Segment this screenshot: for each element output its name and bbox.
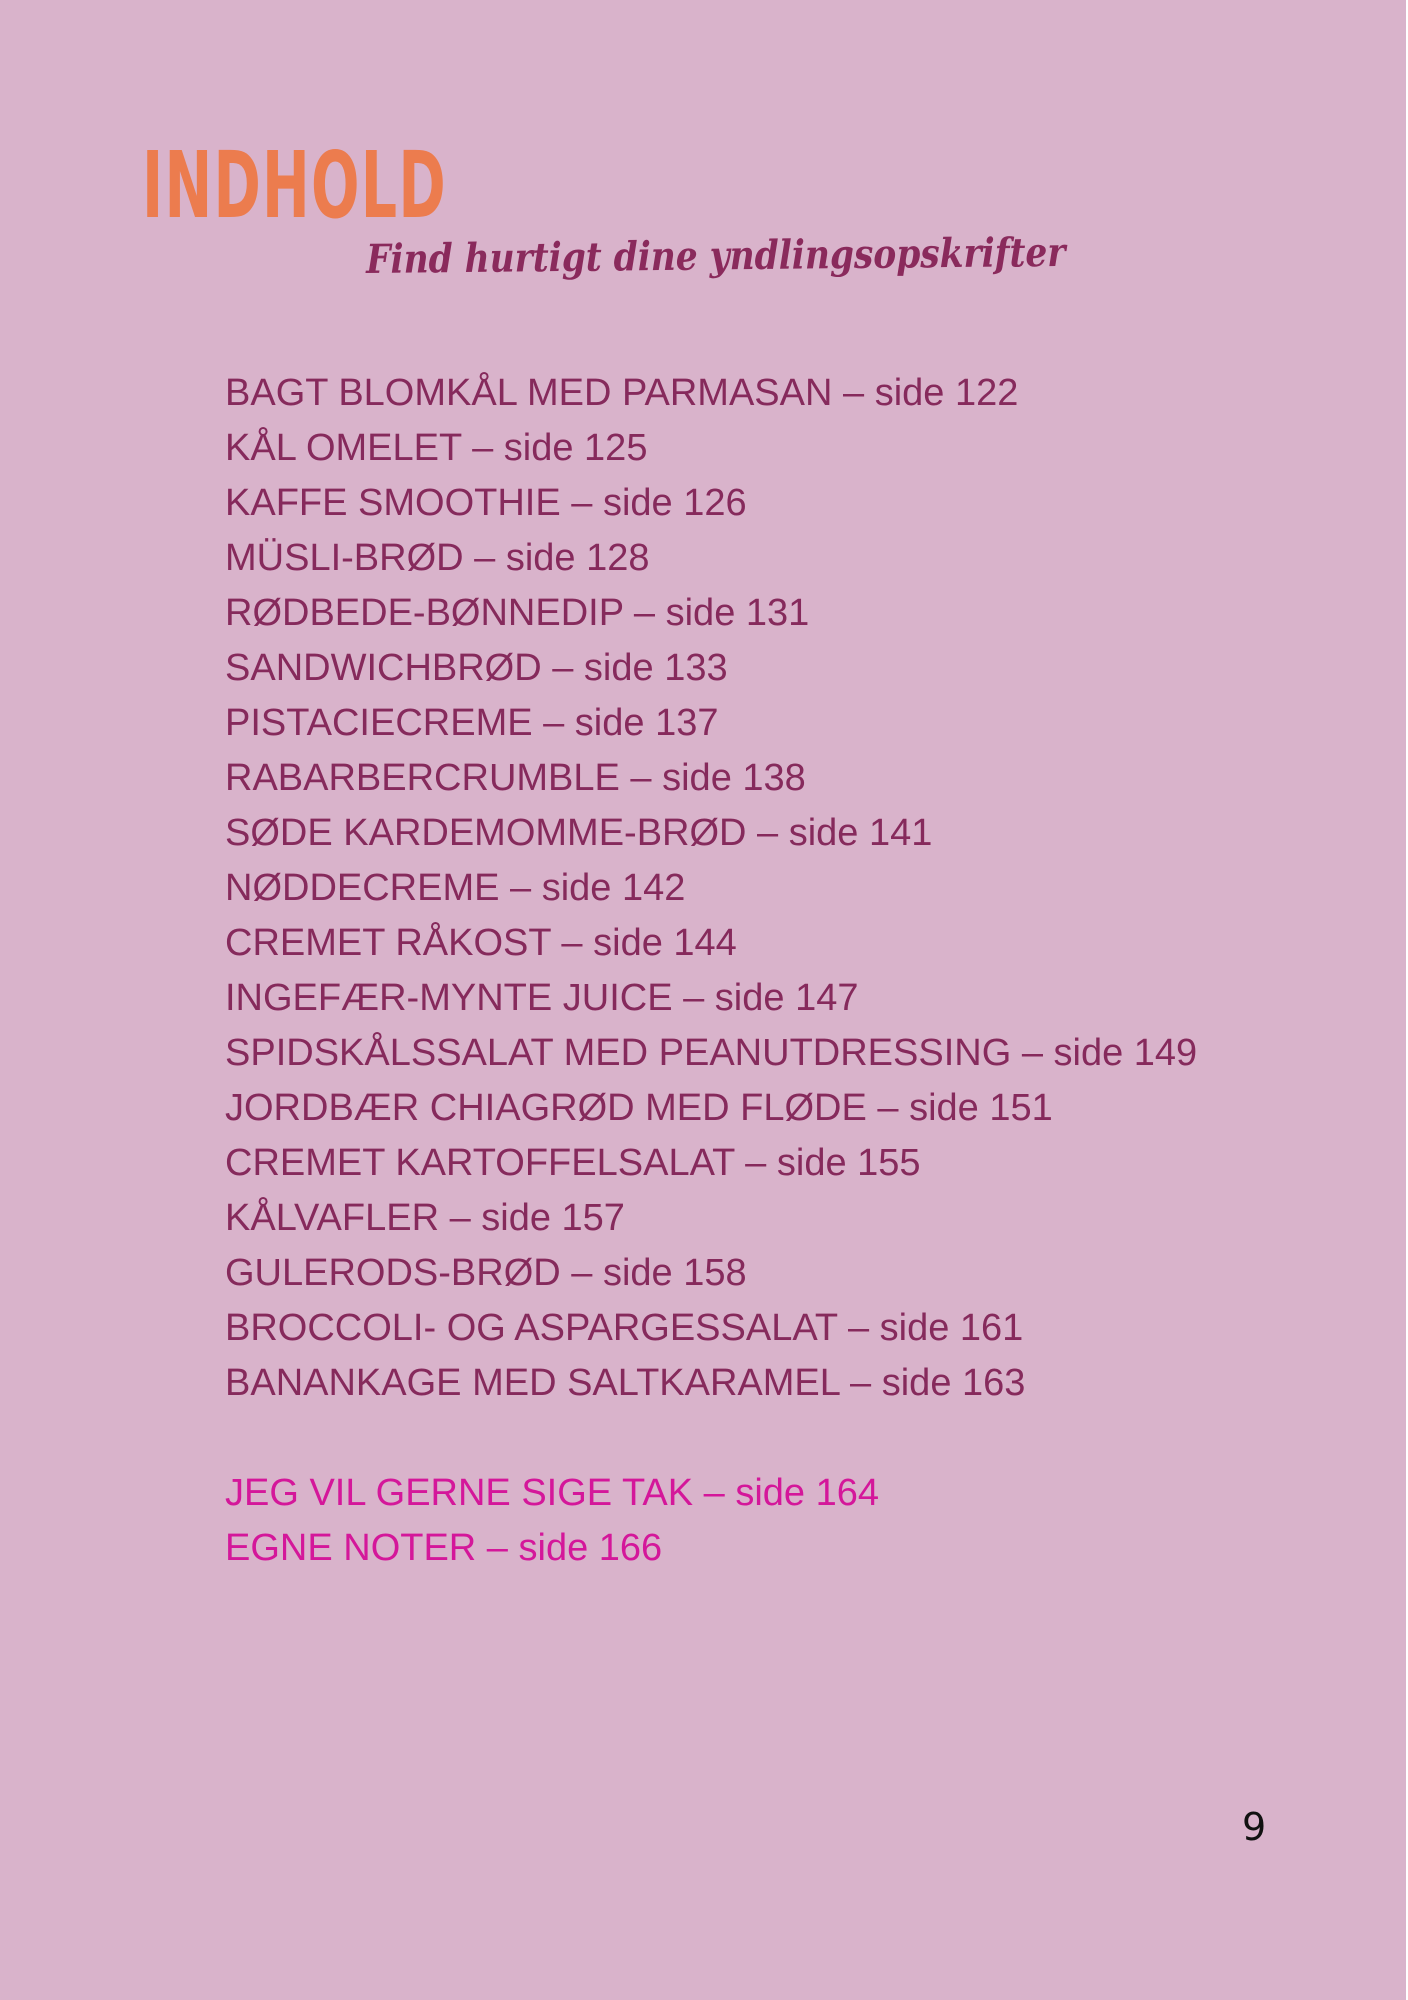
toc-entry-thanks[interactable]: JEG VIL GERNE SIGE TAK – side 164 xyxy=(225,1472,880,1514)
toc-entry[interactable]: KÅLVAFLER – side 157 xyxy=(225,1197,625,1239)
toc-entry[interactable]: RØDBEDE-BØNNEDIP – side 131 xyxy=(225,592,810,634)
table-of-contents xyxy=(225,366,1197,1576)
toc-entry[interactable]: NØDDECREME – side 142 xyxy=(225,867,686,909)
toc-entry[interactable]: KAFFE SMOOTHIE – side 126 xyxy=(225,482,747,524)
toc-entry[interactable]: KÅL OMELET – side 125 xyxy=(225,427,648,469)
toc-entry[interactable]: SPIDSKÅLSSALAT MED PEANUTDRESSING – side 149 xyxy=(225,1032,1198,1074)
toc-entry-notes[interactable]: EGNE NOTER – side 166 xyxy=(225,1527,663,1569)
toc-entry[interactable]: CREMET KARTOFFELSALAT – side 155 xyxy=(225,1142,921,1184)
page-number: 9 xyxy=(1242,1805,1267,1849)
toc-entry[interactable]: SANDWICHBRØD – side 133 xyxy=(225,647,728,689)
toc-entry[interactable]: INGEFÆR-MYNTE JUICE – side 147 xyxy=(225,977,859,1019)
toc-entry[interactable]: MÜSLI-BRØD – side 128 xyxy=(225,537,650,579)
toc-entry[interactable]: BAGT BLOMKÅL MED PARMASAN – side 122 xyxy=(225,372,1019,414)
toc-entry[interactable]: GULERODS-BRØD – side 158 xyxy=(225,1252,747,1294)
toc-entry[interactable]: CREMET RÅKOST – side 144 xyxy=(225,922,737,964)
toc-entry[interactable]: BANANKAGE MED SALTKARAMEL – side 163 xyxy=(225,1362,1026,1404)
toc-entry[interactable]: PISTACIECREME – side 137 xyxy=(225,702,719,744)
toc-entry[interactable]: JORDBÆR CHIAGRØD MED FLØDE – side 151 xyxy=(225,1087,1053,1129)
toc-spacer xyxy=(225,1411,1197,1466)
toc-entry[interactable]: SØDE KARDEMOMME-BRØD – side 141 xyxy=(225,812,933,854)
page-subtitle: Find hurtigt dine yndlingsopskrifter xyxy=(365,228,1066,283)
toc-entry[interactable]: RABARBERCRUMBLE – side 138 xyxy=(225,757,806,799)
toc-entry[interactable]: BROCCOLI- OG ASPARGESSALAT – side 161 xyxy=(225,1307,1024,1349)
page-title: INDHOLD xyxy=(142,132,447,239)
